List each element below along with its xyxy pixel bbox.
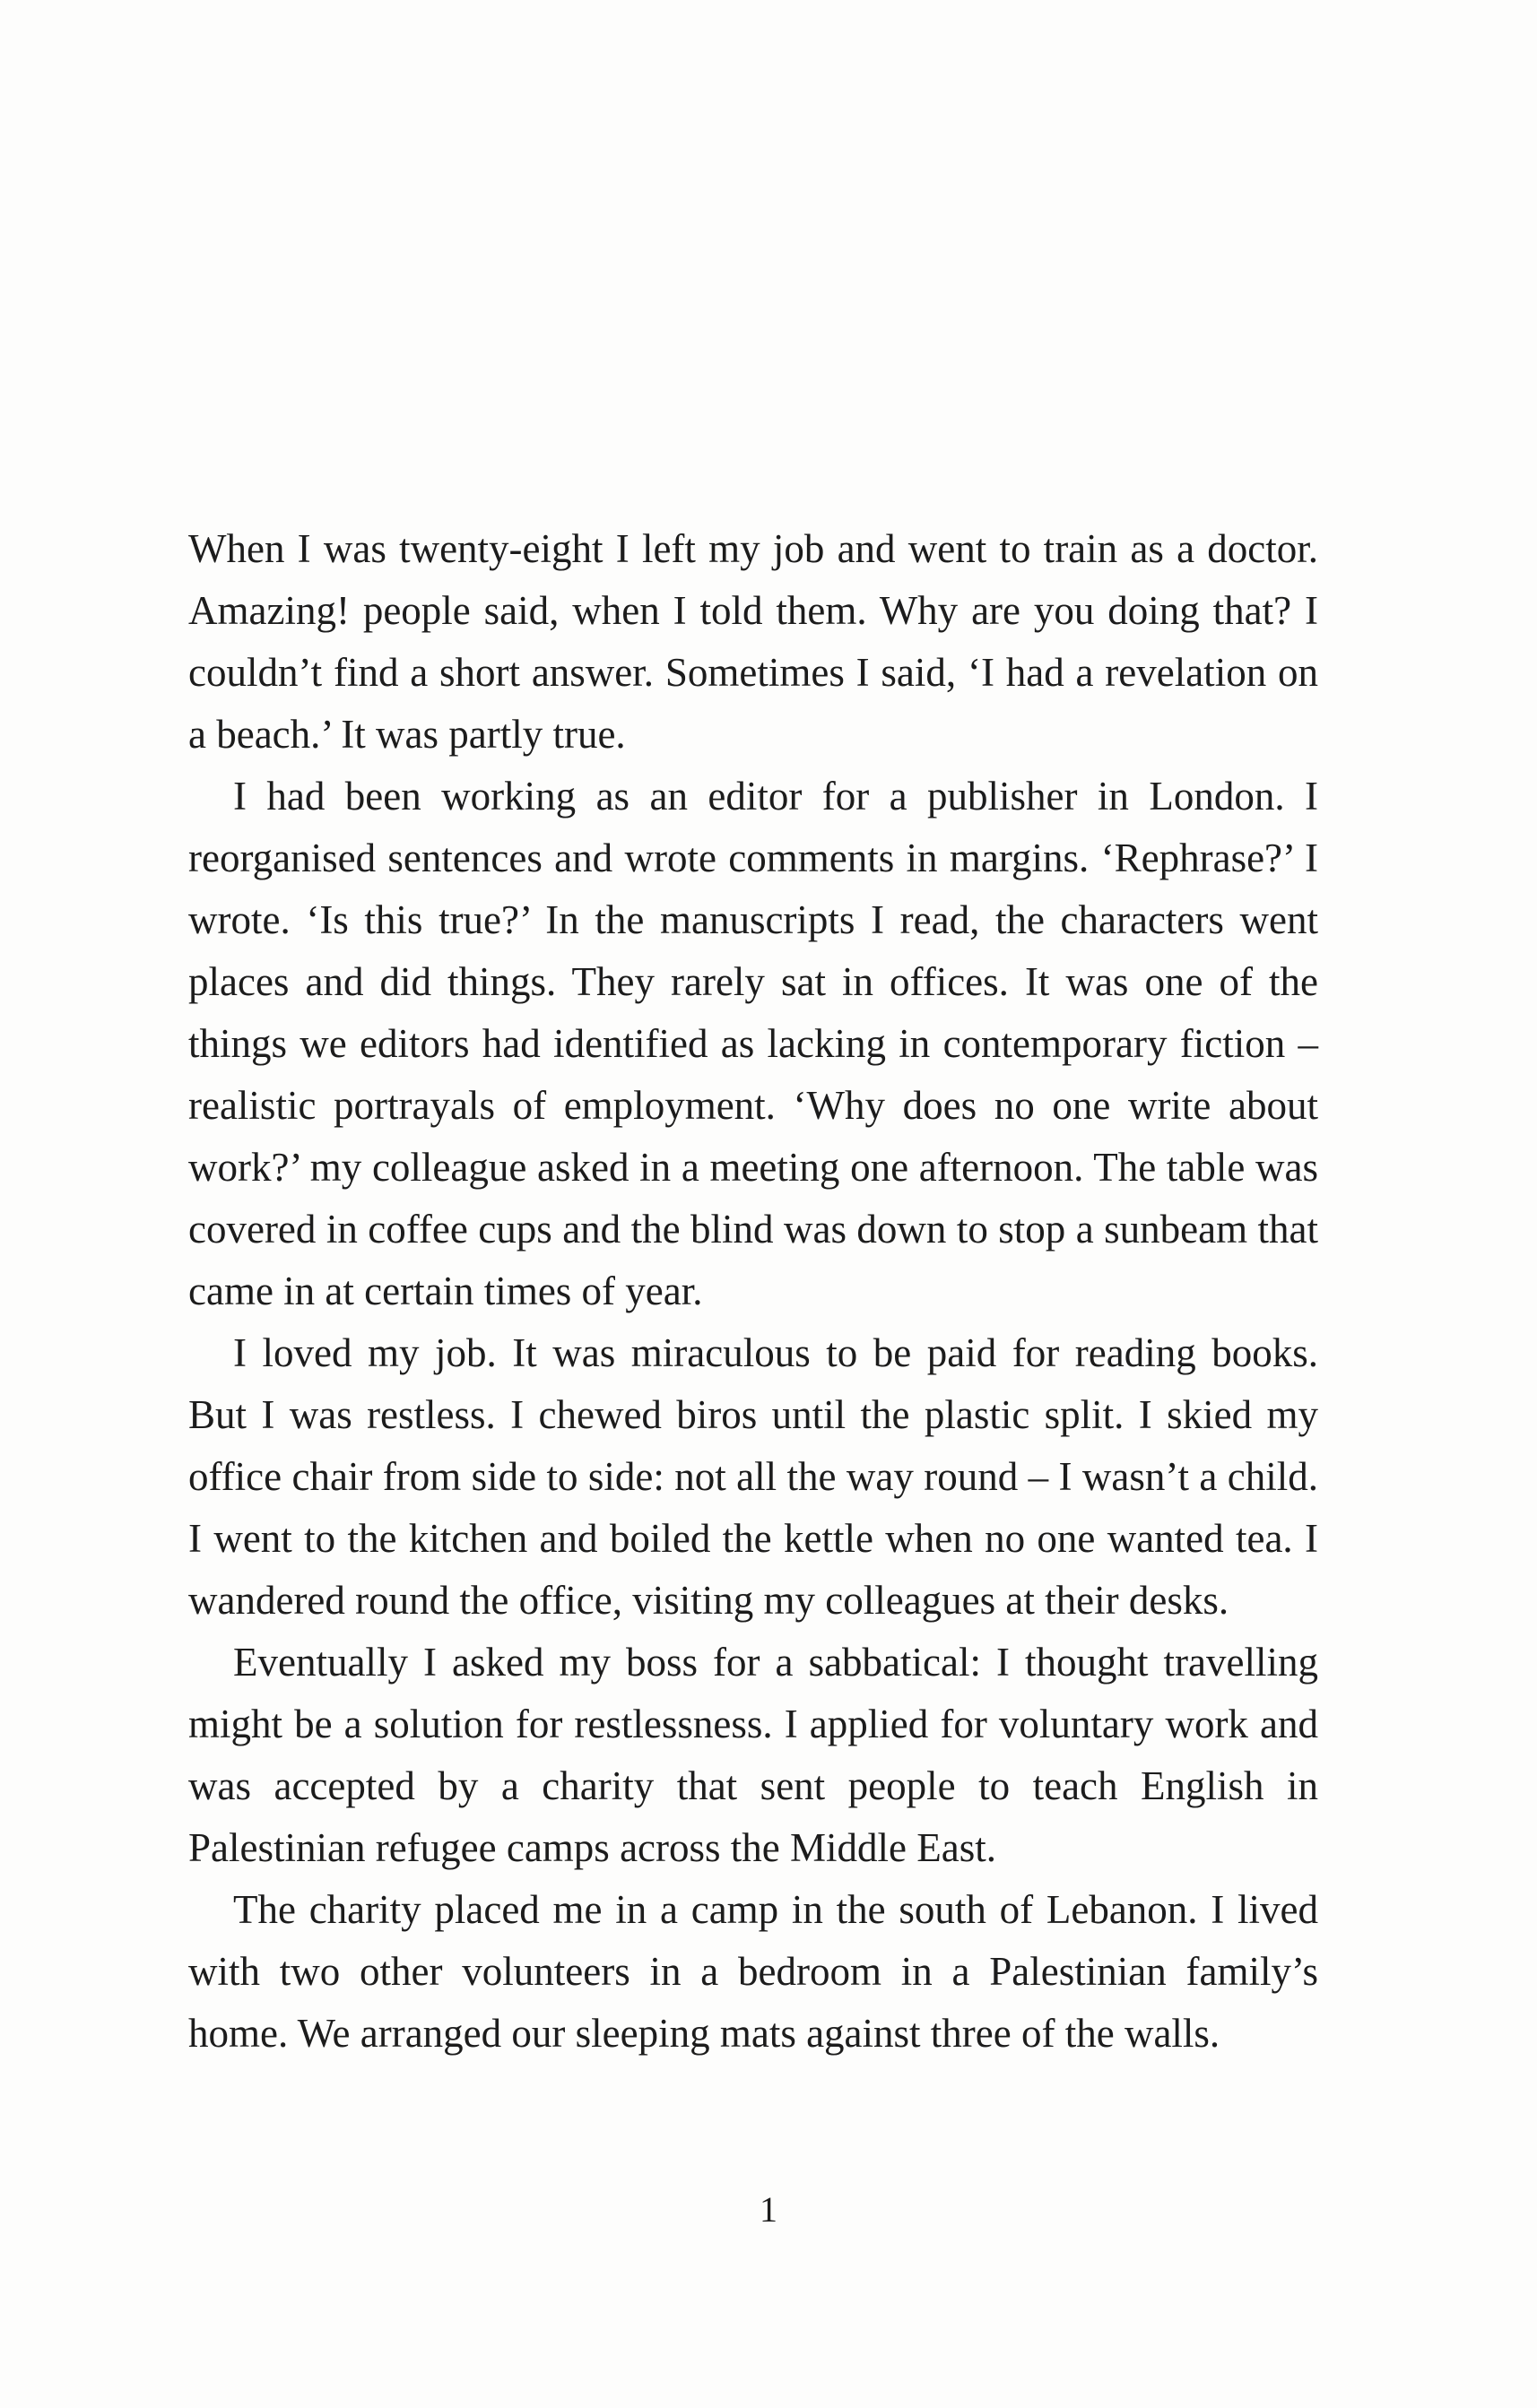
paragraph-3: I loved my job. It was miraculous to be paid for reading books. But I was restless. I chewed biros until the plastic split. I skied my office chair from side to side: not all the way round – I wasn’t a child. I went to the kitchen and boiled the kettle when no one wanted tea. I wandered round the office, visiting my colleagues at their desks. [188, 1330, 1318, 1623]
paragraph-1: When I was twenty-eight I left my job and went to train as a doctor. Amazing! people said, when I told them. Why are you doing that? I couldn’t find a short answer. Sometimes I said, ‘I had a revelation on a beach.’ It was partly true. [188, 526, 1318, 757]
body-text [188, 518, 1318, 2065]
paragraph-4: Eventually I asked my boss for a sabbatical: I thought travelling might be a solution for restlessness. I applied for voluntary work and was accepted by a charity that sent people to teach English in Palestinian refugee camps across the Middle East. [188, 1640, 1318, 1870]
paragraph-2: I had been working as an editor for a publisher in London. I reorganised sentences and wrote comments in margins. ‘Rephrase?’ I wrote. ‘Is this true?’ In the manuscripts I read, the characters went places and did things. They rarely sat in offices. It was one of the things we editors had identified as lacking in contemporary fiction – realistic portrayals of employment. ‘Why does no one write about work?’ my colleague asked in a meeting one afternoon. The table was covered in coffee cups and the blind was down to stop a sunbeam that came in at certain times of year. [188, 774, 1318, 1313]
paragraph-5: The charity placed me in a camp in the south of Lebanon. I lived with two other volunteers in a bedroom in a Palestinian family’s home. We arranged our sleeping mats against three of the walls. [188, 1887, 1318, 2056]
page-number: 1 [760, 2189, 777, 2230]
